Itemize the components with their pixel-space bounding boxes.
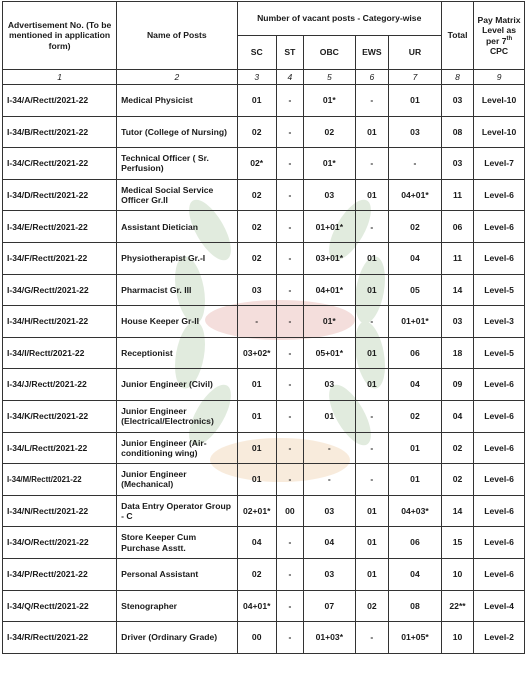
pay-level-cell: Level-7 xyxy=(474,148,525,180)
ur-cell: 01+05* xyxy=(388,622,441,654)
index-cell: 2 xyxy=(117,70,237,85)
st-cell: - xyxy=(276,242,303,274)
advertisement-no-cell: I-34/P/Rectt/2021-22 xyxy=(3,558,117,590)
total-cell: 03 xyxy=(441,306,473,338)
sc-cell: 02 xyxy=(237,558,276,590)
obc-cell: 03 xyxy=(303,179,355,211)
pay-level-cell: Level-10 xyxy=(474,116,525,148)
obc-cell: 03+01* xyxy=(303,242,355,274)
pay-level-cell: Level-6 xyxy=(474,432,525,464)
ur-cell: 05 xyxy=(388,274,441,306)
column-index-row xyxy=(3,70,525,85)
st-cell: - xyxy=(276,211,303,243)
ews-cell: - xyxy=(355,622,388,654)
advertisement-no-cell: I-34/E/Rectt/2021-22 xyxy=(3,211,117,243)
ews-cell: - xyxy=(355,148,388,180)
pay-level-cell: Level-6 xyxy=(474,558,525,590)
post-name-cell: Junior Engineer (Air-conditioning wing) xyxy=(117,432,237,464)
table-row xyxy=(3,337,525,369)
obc-cell: 01+03* xyxy=(303,622,355,654)
sc-cell: - xyxy=(237,306,276,338)
obc-cell: 07 xyxy=(303,590,355,622)
table-row xyxy=(3,274,525,306)
obc-cell: 01* xyxy=(303,148,355,180)
index-cell: 3 xyxy=(237,70,276,85)
post-name-cell: House Keeper Gr-II xyxy=(117,306,237,338)
sc-cell: 01 xyxy=(237,464,276,496)
post-name-cell: Assistant Dietician xyxy=(117,211,237,243)
advertisement-no-cell: I-34/O/Rectt/2021-22 xyxy=(3,527,117,559)
pay-level-cell: Level-6 xyxy=(474,242,525,274)
sc-cell: 03 xyxy=(237,274,276,306)
total-cell: 02 xyxy=(441,432,473,464)
ews-cell: - xyxy=(355,211,388,243)
ur-cell: 06 xyxy=(388,337,441,369)
ews-cell: - xyxy=(355,464,388,496)
post-name-cell: Junior Engineer (Mechanical) xyxy=(117,464,237,496)
ur-cell: 04 xyxy=(388,242,441,274)
post-name-cell: Junior Engineer (Civil) xyxy=(117,369,237,401)
header-pay-matrix: Pay Matrix Level as per 7th CPC xyxy=(474,2,525,70)
ur-cell: 02 xyxy=(388,400,441,432)
ur-cell: 04 xyxy=(388,558,441,590)
ur-cell: 08 xyxy=(388,590,441,622)
table-row xyxy=(3,179,525,211)
post-name-cell: Junior Engineer (Electrical/Electronics) xyxy=(117,400,237,432)
table-row xyxy=(3,432,525,464)
pay-level-cell: Level-3 xyxy=(474,306,525,338)
sc-cell: 02+01* xyxy=(237,495,276,527)
table-row xyxy=(3,590,525,622)
index-cell: 8 xyxy=(441,70,473,85)
ews-cell: 01 xyxy=(355,116,388,148)
ur-cell: 02 xyxy=(388,211,441,243)
st-cell: - xyxy=(276,590,303,622)
total-cell: 06 xyxy=(441,211,473,243)
table-row xyxy=(3,558,525,590)
ews-cell: 01 xyxy=(355,558,388,590)
table-row xyxy=(3,116,525,148)
vacancy-table xyxy=(2,1,525,654)
st-cell: - xyxy=(276,622,303,654)
pay-level-cell: Level-10 xyxy=(474,85,525,117)
advertisement-no-cell: I-34/N/Rectt/2021-22 xyxy=(3,495,117,527)
header-vacant-posts: Number of vacant posts - Category-wise xyxy=(237,2,441,36)
pay-level-cell: Level-6 xyxy=(474,495,525,527)
index-cell: 1 xyxy=(3,70,117,85)
pay-level-cell: Level-6 xyxy=(474,179,525,211)
obc-cell: 03 xyxy=(303,495,355,527)
sc-cell: 01 xyxy=(237,85,276,117)
table-row xyxy=(3,306,525,338)
total-cell: 03 xyxy=(441,148,473,180)
total-cell: 11 xyxy=(441,179,473,211)
post-name-cell: Medical Social Service Officer Gr.II xyxy=(117,179,237,211)
advertisement-no-cell: I-34/A/Rectt/2021-22 xyxy=(3,85,117,117)
total-cell: 11 xyxy=(441,242,473,274)
total-cell: 02 xyxy=(441,464,473,496)
post-name-cell: Tutor (College of Nursing) xyxy=(117,116,237,148)
header-st: ST xyxy=(276,36,303,70)
total-cell: 08 xyxy=(441,116,473,148)
index-cell: 7 xyxy=(388,70,441,85)
st-cell: - xyxy=(276,432,303,464)
sc-cell: 02* xyxy=(237,148,276,180)
st-cell: - xyxy=(276,558,303,590)
advertisement-no-cell: I-34/D/Rectt/2021-22 xyxy=(3,179,117,211)
table-row xyxy=(3,85,525,117)
ews-cell: - xyxy=(355,306,388,338)
total-cell: 22** xyxy=(441,590,473,622)
total-cell: 04 xyxy=(441,400,473,432)
ur-cell: 01 xyxy=(388,85,441,117)
header-advertisement-no: Advertisement No. (To be mentioned in application form) xyxy=(3,2,117,70)
index-cell: 4 xyxy=(276,70,303,85)
st-cell: - xyxy=(276,464,303,496)
total-cell: 14 xyxy=(441,274,473,306)
post-name-cell: Data Entry Operator Group - C xyxy=(117,495,237,527)
ews-cell: 01 xyxy=(355,242,388,274)
obc-cell: 02 xyxy=(303,116,355,148)
table-row xyxy=(3,464,525,496)
advertisement-no-cell: I-34/J/Rectt/2021-22 xyxy=(3,369,117,401)
obc-cell: 01 xyxy=(303,400,355,432)
ur-cell: 04+01* xyxy=(388,179,441,211)
ews-cell: - xyxy=(355,85,388,117)
advertisement-no-cell: I-34/C/Rectt/2021-22 xyxy=(3,148,117,180)
st-cell: 00 xyxy=(276,495,303,527)
header-ur: UR xyxy=(388,36,441,70)
sc-cell: 04+01* xyxy=(237,590,276,622)
table-row xyxy=(3,400,525,432)
sc-cell: 01 xyxy=(237,369,276,401)
sc-cell: 02 xyxy=(237,211,276,243)
pay-level-cell: Level-2 xyxy=(474,622,525,654)
ews-cell: 01 xyxy=(355,527,388,559)
sc-cell: 02 xyxy=(237,242,276,274)
st-cell: - xyxy=(276,148,303,180)
pay-level-cell: Level-5 xyxy=(474,274,525,306)
obc-cell: 05+01* xyxy=(303,337,355,369)
st-cell: - xyxy=(276,400,303,432)
index-cell: 6 xyxy=(355,70,388,85)
header-obc: OBC xyxy=(303,36,355,70)
advertisement-no-cell: I-34/M/Rectt/2021-22 xyxy=(3,464,117,496)
ews-cell: 02 xyxy=(355,590,388,622)
ews-cell: - xyxy=(355,400,388,432)
advertisement-no-cell: I-34/G/Rectt/2021-22 xyxy=(3,274,117,306)
st-cell: - xyxy=(276,369,303,401)
ews-cell: - xyxy=(355,432,388,464)
sc-cell: 04 xyxy=(237,527,276,559)
st-cell: - xyxy=(276,337,303,369)
ur-cell: 01 xyxy=(388,432,441,464)
ur-cell: - xyxy=(388,148,441,180)
table-row xyxy=(3,242,525,274)
advertisement-no-cell: I-34/F/Rectt/2021-22 xyxy=(3,242,117,274)
obc-cell: 03 xyxy=(303,369,355,401)
obc-cell: 01* xyxy=(303,85,355,117)
st-cell: - xyxy=(276,306,303,338)
advertisement-no-cell: I-34/K/Rectt/2021-22 xyxy=(3,400,117,432)
st-cell: - xyxy=(276,116,303,148)
index-cell: 5 xyxy=(303,70,355,85)
total-cell: 03 xyxy=(441,85,473,117)
table-row xyxy=(3,527,525,559)
obc-cell: 01* xyxy=(303,306,355,338)
post-name-cell: Stenographer xyxy=(117,590,237,622)
pay-level-cell: Level-6 xyxy=(474,527,525,559)
post-name-cell: Receptionist xyxy=(117,337,237,369)
obc-cell: 04 xyxy=(303,527,355,559)
st-cell: - xyxy=(276,527,303,559)
obc-cell: - xyxy=(303,432,355,464)
obc-cell: 01+01* xyxy=(303,211,355,243)
ews-cell: 01 xyxy=(355,337,388,369)
post-name-cell: Store Keeper Cum Purchase Asstt. xyxy=(117,527,237,559)
advertisement-no-cell: I-34/R/Rectt/2021-22 xyxy=(3,622,117,654)
post-name-cell: Pharmacist Gr. III xyxy=(117,274,237,306)
pay-level-cell: Level-6 xyxy=(474,464,525,496)
table-row xyxy=(3,495,525,527)
total-cell: 18 xyxy=(441,337,473,369)
sc-cell: 02 xyxy=(237,179,276,211)
pay-level-cell: Level-4 xyxy=(474,590,525,622)
pay-level-cell: Level-6 xyxy=(474,369,525,401)
obc-cell: 03 xyxy=(303,558,355,590)
ur-cell: 04 xyxy=(388,369,441,401)
st-cell: - xyxy=(276,274,303,306)
advertisement-no-cell: I-34/Q/Rectt/2021-22 xyxy=(3,590,117,622)
total-cell: 10 xyxy=(441,622,473,654)
post-name-cell: Technical Officer ( Sr. Perfusion) xyxy=(117,148,237,180)
header-total: Total xyxy=(441,2,473,70)
post-name-cell: Physiotherapist Gr.-I xyxy=(117,242,237,274)
sc-cell: 00 xyxy=(237,622,276,654)
ur-cell: 01+01* xyxy=(388,306,441,338)
ur-cell: 01 xyxy=(388,464,441,496)
index-cell: 9 xyxy=(474,70,525,85)
header-name-of-posts: Name of Posts xyxy=(117,2,237,70)
table-row xyxy=(3,148,525,180)
ews-cell: 01 xyxy=(355,179,388,211)
st-cell: - xyxy=(276,179,303,211)
table-row xyxy=(3,622,525,654)
st-cell: - xyxy=(276,85,303,117)
post-name-cell: Personal Assistant xyxy=(117,558,237,590)
post-name-cell: Medical Physicist xyxy=(117,85,237,117)
total-cell: 09 xyxy=(441,369,473,401)
sc-cell: 01 xyxy=(237,432,276,464)
pay-level-cell: Level-6 xyxy=(474,400,525,432)
table-body xyxy=(3,85,525,654)
header-ews: EWS xyxy=(355,36,388,70)
ews-cell: 01 xyxy=(355,495,388,527)
advertisement-no-cell: I-34/L/Rectt/2021-22 xyxy=(3,432,117,464)
ur-cell: 04+03* xyxy=(388,495,441,527)
ews-cell: 01 xyxy=(355,274,388,306)
sc-cell: 03+02* xyxy=(237,337,276,369)
total-cell: 15 xyxy=(441,527,473,559)
advertisement-no-cell: I-34/B/Rectt/2021-22 xyxy=(3,116,117,148)
total-cell: 10 xyxy=(441,558,473,590)
ews-cell: 01 xyxy=(355,369,388,401)
obc-cell: 04+01* xyxy=(303,274,355,306)
sc-cell: 01 xyxy=(237,400,276,432)
post-name-cell: Driver (Ordinary Grade) xyxy=(117,622,237,654)
obc-cell: - xyxy=(303,464,355,496)
total-cell: 14 xyxy=(441,495,473,527)
advertisement-no-cell: I-34/I/Rectt/2021-22 xyxy=(3,337,117,369)
table-row xyxy=(3,211,525,243)
sc-cell: 02 xyxy=(237,116,276,148)
table-row xyxy=(3,369,525,401)
pay-level-cell: Level-5 xyxy=(474,337,525,369)
advertisement-no-cell: I-34/H/Rectt/2021-22 xyxy=(3,306,117,338)
ur-cell: 06 xyxy=(388,527,441,559)
pay-level-cell: Level-6 xyxy=(474,211,525,243)
ur-cell: 03 xyxy=(388,116,441,148)
header-sc: SC xyxy=(237,36,276,70)
